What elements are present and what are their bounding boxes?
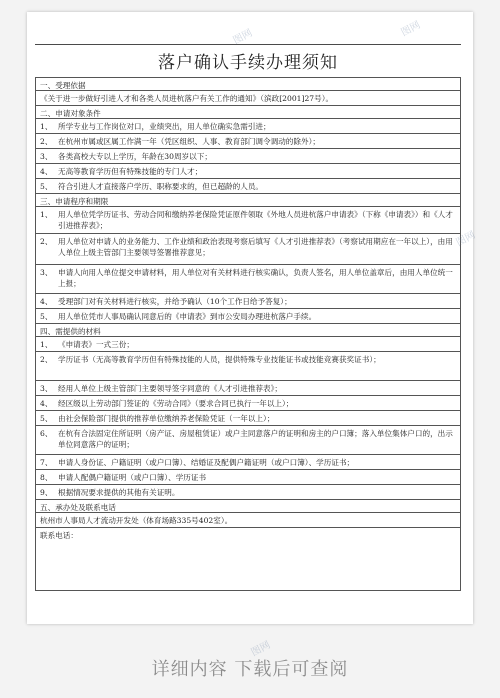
section-header-row <box>36 193 460 206</box>
row-text: 所学专业与工作岗位对口，业绩突出，用人单位确实急需引进； <box>58 122 271 131</box>
table-row <box>36 133 460 148</box>
row-text: 申请人向用人单位提交申请材料，用人单位对有关材料进行核实确认，负责人签名，用人单位盖章后，由用人单位统一上报； <box>58 268 453 288</box>
row-text: 用人单位凭学历证书、劳动合同和缴纳养老保险凭证原件领取《外地人员进杭落户申请表》（下称《申请表》）和《人才引进推荐表》； <box>58 210 453 230</box>
row-number: 5、 <box>40 414 53 423</box>
document-title: 落户确认手续办理须知 <box>158 53 338 73</box>
row-text: 受理部门对有关材料进行核实，并给予确认（10个工作日给予答复）； <box>58 297 292 306</box>
row-text: 用人单位对申请人的业务能力、工作业绩和政治表现考察后填写《人才引进推荐表》（考察试用期应在一年以上），由用人单位上级主管部门主要领导签署推荐意见； <box>58 237 453 257</box>
row-text: 学历证书（无高等教育学历但有特殊技能的人员，提供特殊专业技能证书或技能竞赛获奖证书）； <box>58 355 381 364</box>
row-text: 受理依据 <box>55 81 86 90</box>
row-text: 符合引进人才直接落户学历、职称要求的，但已超龄的人员。 <box>58 182 264 191</box>
row-text: 申请人配偶户籍证明（或户口簿）、学历证书 <box>58 473 207 482</box>
row-text: 《申请表》一式三份； <box>58 340 134 349</box>
row-text: 根据情况要求提供的其他有关证明。 <box>58 488 180 497</box>
table-row <box>36 469 460 484</box>
row-number: 4、 <box>40 399 53 408</box>
row-text: 联系电话： <box>40 531 78 540</box>
table-row <box>36 293 460 308</box>
table-row <box>36 206 460 233</box>
row-number: 8、 <box>40 473 53 482</box>
table-row <box>36 484 460 499</box>
row-text: 经区级以上劳动部门签证的《劳动合同》（要求合同已执行一年以上）； <box>58 399 294 408</box>
row-number: 2、 <box>40 137 53 146</box>
row-number: 2、 <box>40 355 53 364</box>
row-number: 1、 <box>40 210 53 219</box>
row-text: 需提供的材料 <box>55 327 101 336</box>
row-number: 4、 <box>40 167 53 176</box>
table-row <box>36 118 460 133</box>
row-text: 由社会保险部门提供的推荐单位缴纳养老保险凭证（一年以上）； <box>58 414 275 423</box>
row-text: 申请对象条件 <box>55 109 101 118</box>
table-row <box>36 163 460 178</box>
row-number: 3、 <box>40 384 53 393</box>
row-number: 3、 <box>40 268 53 277</box>
row-text: 承办处及联系电话 <box>55 503 116 512</box>
table-row <box>36 264 460 293</box>
row-text: 在杭州市属或区属工作满一年（凭区组织、人事、教育部门调令调动的除外）； <box>58 137 320 146</box>
row-text: 《关于进一步做好引进人才和各类人员进杭落户有关工作的通知》（滨政[2001]27号）。 <box>40 94 334 103</box>
table-row <box>36 512 460 527</box>
table-row <box>36 178 460 193</box>
table-row <box>36 148 460 163</box>
row-text: 经用人单位上级主管部门主要领导签字同意的《人才引进推荐表》； <box>58 384 283 393</box>
table-row <box>36 351 460 380</box>
section-header-row <box>36 499 460 512</box>
table-row <box>36 410 460 425</box>
row-number: 1、 <box>40 340 53 349</box>
row-number: 9、 <box>40 488 53 497</box>
row-text: 申请程序和期限 <box>55 197 109 206</box>
row-text: 各类高校大专以上学历，年龄在30周岁以下； <box>58 152 212 161</box>
table-row <box>36 425 460 454</box>
table-row <box>36 454 460 469</box>
row-number: 3、 <box>40 152 53 161</box>
row-text: 无高等教育学历但有特殊技能的专门人才； <box>58 167 203 176</box>
section-header-row <box>36 77 460 90</box>
section-header-row <box>36 105 460 118</box>
watermark: 图网 <box>231 27 255 47</box>
row-text: 用人单位凭市人事局确认同意后的《申请表》到市公安局办理进杭落户手续。 <box>58 312 317 321</box>
row-number: 6、 <box>40 429 53 438</box>
table-row <box>36 380 460 395</box>
table-row <box>36 336 460 351</box>
row-number: 一、 <box>40 81 56 90</box>
table-row <box>36 527 460 591</box>
requirements-table <box>35 77 461 591</box>
table-row <box>36 395 460 410</box>
row-number: 四、 <box>40 327 56 336</box>
row-number: 2、 <box>40 237 53 246</box>
table-row <box>36 308 460 323</box>
row-number: 五、 <box>40 503 56 512</box>
row-text: 申请人身份证、户籍证明（或户口簿）、结婚证及配偶户籍证明（或户口簿）、学历证书； <box>58 458 355 467</box>
download-hint: 详细内容 下载后可查阅 <box>151 659 349 680</box>
row-number: 5、 <box>40 182 53 191</box>
watermark: 图网 <box>249 639 273 659</box>
row-text: 在杭有合法固定住所证明（房产证、房屋租赁证）或户主同意落户的证明和房主的户口簿；落入单位集体户口的，出示单位同意落户的证明； <box>58 429 453 449</box>
watermark: 图网 <box>399 19 423 39</box>
row-number: 1、 <box>40 122 53 131</box>
section-header-row <box>36 323 460 336</box>
row-number: 7、 <box>40 458 53 467</box>
table-row <box>36 233 460 264</box>
watermark: 图网 <box>454 229 478 249</box>
row-text: 杭州市人事局人才流动开发处（体育场路335号402室）。 <box>40 516 233 525</box>
row-number: 5、 <box>40 312 53 321</box>
row-number: 二、 <box>40 109 56 118</box>
row-number: 4、 <box>40 297 53 306</box>
table-row <box>36 90 460 105</box>
row-number: 三、 <box>40 197 56 206</box>
